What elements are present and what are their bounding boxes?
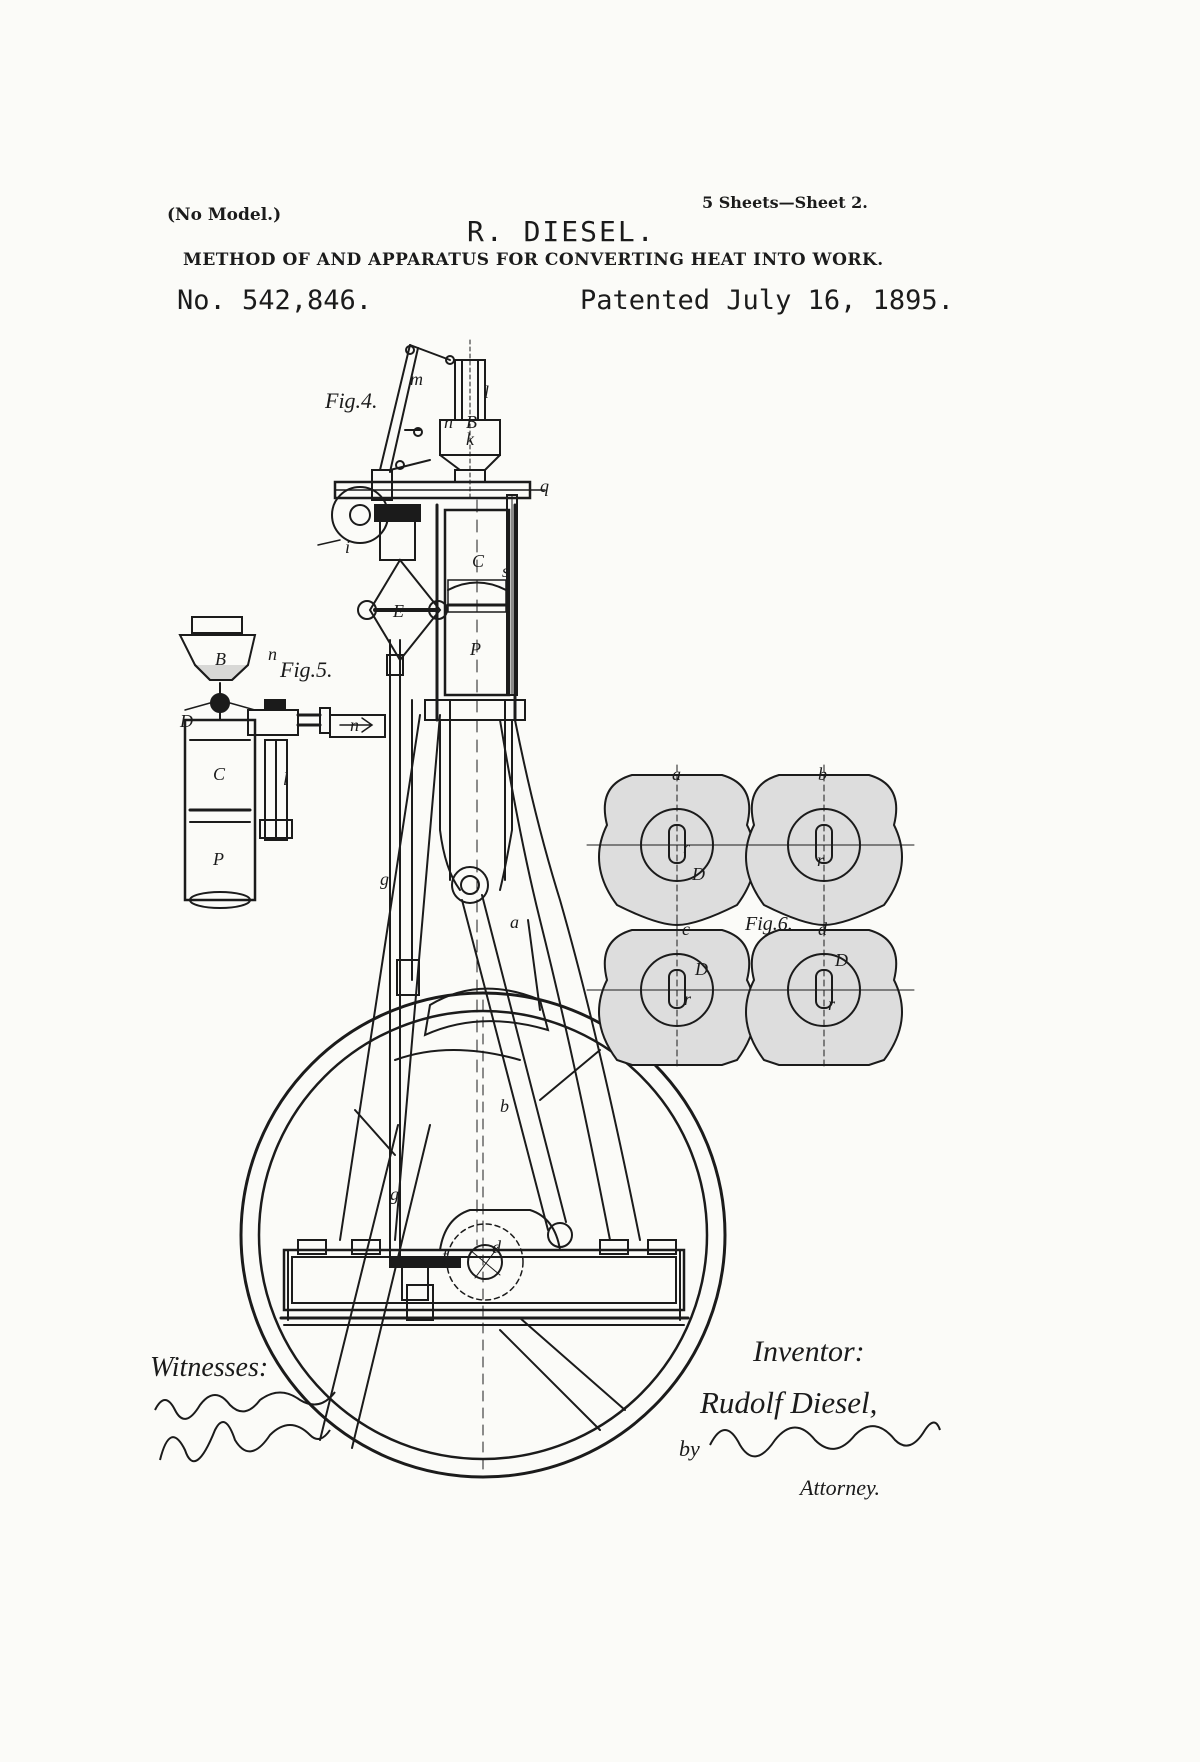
- crosshead: [358, 560, 447, 1300]
- sheet-count: 5 Sheets—Sheet 2.: [702, 193, 868, 212]
- letter-r-a: r: [683, 837, 691, 857]
- inventor-signature-name: Rudolf Diesel,: [700, 1385, 878, 1420]
- letter-D-d: D: [835, 950, 848, 970]
- fig6-label: Fig.6.: [745, 913, 793, 935]
- inventor-label: Inventor:: [753, 1335, 865, 1368]
- letter-l-fig5: l: [283, 769, 289, 789]
- a-frame: [340, 715, 640, 1240]
- letter-D-c: D: [695, 959, 708, 979]
- patent-title: METHOD OF AND APPARATUS FOR CONVERTING HEAT INTO WORK.: [183, 250, 884, 270]
- letter-E: E: [393, 601, 404, 621]
- letter-n-arrow: n: [350, 715, 359, 735]
- letter-C-fig5: C: [213, 764, 226, 784]
- letter-r-d: r: [828, 994, 836, 1014]
- letter-m: m: [410, 369, 423, 389]
- letter-f: f: [442, 1246, 448, 1266]
- letter-n: n: [444, 412, 453, 432]
- letter-P-fig5: P: [213, 849, 224, 869]
- fig6-panel-d: d: [818, 919, 827, 939]
- fig6-panel-c: c: [682, 919, 690, 939]
- attorney-signature: [710, 1423, 940, 1457]
- letter-l: l: [484, 382, 490, 402]
- letter-P: P: [470, 639, 481, 659]
- letter-k: k: [466, 429, 474, 449]
- no-model-label: (No Model.): [167, 205, 282, 225]
- patent-date: Patented July 16, 1895.: [580, 285, 954, 316]
- attorney-label: Attorney.: [800, 1475, 881, 1500]
- letter-r-b: r: [817, 850, 825, 870]
- letter-B-fig5: B: [215, 649, 226, 669]
- letter-C: C: [472, 551, 485, 571]
- letter-d: d: [492, 1237, 501, 1257]
- inventor-heading: R. DIESEL.: [467, 215, 656, 248]
- letter-g-lower: g: [390, 1184, 399, 1204]
- fig4-linkage: [318, 345, 454, 560]
- by-label: by: [679, 1436, 700, 1461]
- letter-s: s: [502, 561, 510, 581]
- fig6-panel-b: b: [818, 764, 827, 784]
- patent-number: No. 542,846.: [177, 285, 373, 316]
- letter-D-a: D: [692, 864, 705, 884]
- letter-q: q: [540, 476, 549, 496]
- letter-g-upper: g: [380, 869, 389, 889]
- witnesses-label: Witnesses:: [150, 1352, 269, 1383]
- fig5-label: Fig.5.: [280, 657, 333, 682]
- letter-r-c: r: [684, 989, 692, 1009]
- letter-D-fig5: D: [180, 711, 193, 731]
- letter-a: a: [510, 912, 519, 932]
- letter-B: B: [466, 412, 477, 432]
- fig4-label: Fig.4.: [325, 388, 378, 413]
- main-cylinder: [425, 500, 525, 1245]
- letter-n-fig5: n: [268, 644, 277, 664]
- letter-i: i: [345, 537, 351, 557]
- fig6-panel-a: a: [672, 764, 681, 784]
- letter-b: b: [500, 1096, 509, 1116]
